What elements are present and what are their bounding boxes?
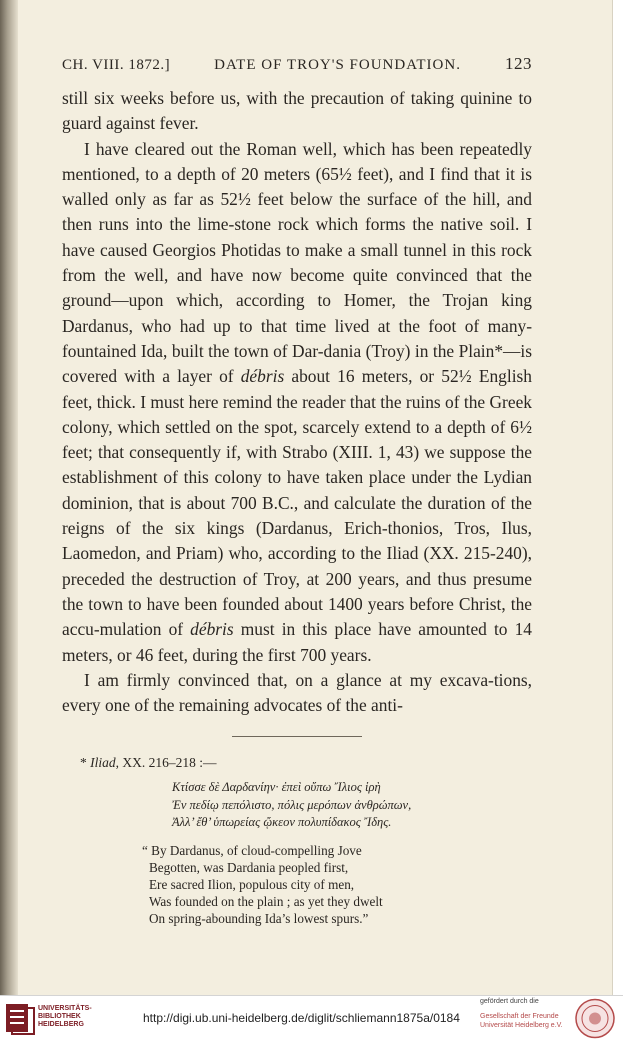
- library-name-line: BIBLIOTHEK: [38, 1013, 81, 1020]
- greek-line: Κτίσσε δὲ Δαρδανίην· ἐπεὶ οὔπω Ἴλιος ἱρὴ: [172, 780, 381, 795]
- paragraph-1: still six weeks before us, with the precaution of taking quinine to guard against fever.: [62, 88, 532, 134]
- digitization-footer: [0, 995, 623, 1041]
- library-name-line: HEIDELBERG: [38, 1021, 84, 1028]
- text-block: [62, 54, 532, 927]
- footnote-source: [80, 753, 532, 773]
- society-name: [480, 1012, 563, 1030]
- debris-italic-2: débris: [190, 619, 234, 640]
- translation-line: Ere sacred Ilion, populous city of men,: [149, 876, 355, 892]
- society-name-line: Universität Heidelberg e.V.: [480, 1022, 563, 1029]
- paragraph-2: [62, 137, 532, 668]
- translation-line: Was founded on the plain ; as yet they dwelt: [149, 893, 383, 909]
- translation-line: On spring-abounding Ida’s lowest spurs.”: [149, 910, 369, 926]
- paragraph-2-part-c: must in this place have amounted to 14 meters, or 46 feet, during the first 700 years.: [62, 619, 532, 665]
- library-name-line: UNIVERSITÄTS-: [38, 1005, 92, 1012]
- body-text: [62, 86, 532, 718]
- chapter-label: CH. VIII. 1872.]: [62, 57, 171, 73]
- page-title: DATE OF TROY'S FOUNDATION.: [214, 57, 461, 73]
- paragraph-3: I am firmly convinced that, on a glance at my excava-tions, every one of the remaining advocates of the anti-: [62, 669, 532, 716]
- footnote: [62, 753, 532, 927]
- university-library-logo-icon[interactable]: [4, 1000, 36, 1036]
- translation-line: Begotten, was Dardania peopled first,: [149, 859, 349, 875]
- book-spine-shadow: [0, 0, 18, 995]
- greek-line: Ἀλλ’ ἔθ’ ὑπωρείας ᾤκεον πολυπίδακος Ἴδης.: [172, 815, 392, 830]
- running-head: [62, 54, 532, 74]
- greek-line: Ἐν πεδίῳ πεπόλιστο, πόλις μερόπων ἀνθρώπων,: [172, 797, 412, 812]
- paragraph-2-part-b: about 16 meters, or 52½ English feet, thick. I must here remind the reader that the ruins of the Greek colony, which settled on the spot, scarcely extend to a depth of 6½ feet; that consequently if, with Strabo (XIII. 1, 43) we suppose the establishment of this colony to have taken place under the Lydian dominion, that is about 700 B.C., and calculate the duration of the reigns of the six kings (Dardanus, Erich-thonios, Tros, Ilus, Laomedon, and Priam) who, according to the Iliad (XX. 215-240), preceded the destruction of Troy, at 200 years, and thus presume the town to have been founded about 1400 years before Christ, the accu-mulation of: [62, 366, 532, 640]
- footnote-divider: [232, 736, 362, 737]
- library-name: [38, 1005, 92, 1029]
- english-translation: [142, 842, 532, 927]
- society-name-line: Gesellschaft der Freunde: [480, 1013, 559, 1020]
- footnote-marker: *: [80, 755, 87, 771]
- translation-line: “ By Dardanus, of cloud-compelling Jove: [142, 842, 362, 858]
- footnote-source-title: Iliad: [90, 755, 116, 771]
- society-seal-icon[interactable]: [574, 998, 616, 1039]
- paragraph-2-part-a: I have cleared out the Roman well, which has been repeatedly mentioned, to a depth of 20 meters (65½ feet), and I find that it is walled only as far as 52½ feet below the surface of the hill, and then runs into the lime-stone rock which forms the native soil. I have caused Georgios Photidas to make a small tunnel in this rock from the well, and have now become quite convinced that the ground—upon which, according to Homer, the Trojan king Dardanus, who had up to that time lived at the foot of many-fountained Ida, built the town of Dar-dania (Troy) in the Plain*—is covered with a layer of: [62, 138, 532, 387]
- page-number: 123: [504, 54, 532, 73]
- greek-quotation: [172, 779, 532, 832]
- permalink-url[interactable]: http://digi.ub.uni-heidelberg.de/diglit/schliemann1875a/0184: [143, 1011, 460, 1025]
- funded-by-label: gefördert durch die: [480, 998, 539, 1005]
- footnote-source-ref: , XX. 216–218 :—: [115, 755, 217, 771]
- debris-italic-1: débris: [240, 366, 285, 387]
